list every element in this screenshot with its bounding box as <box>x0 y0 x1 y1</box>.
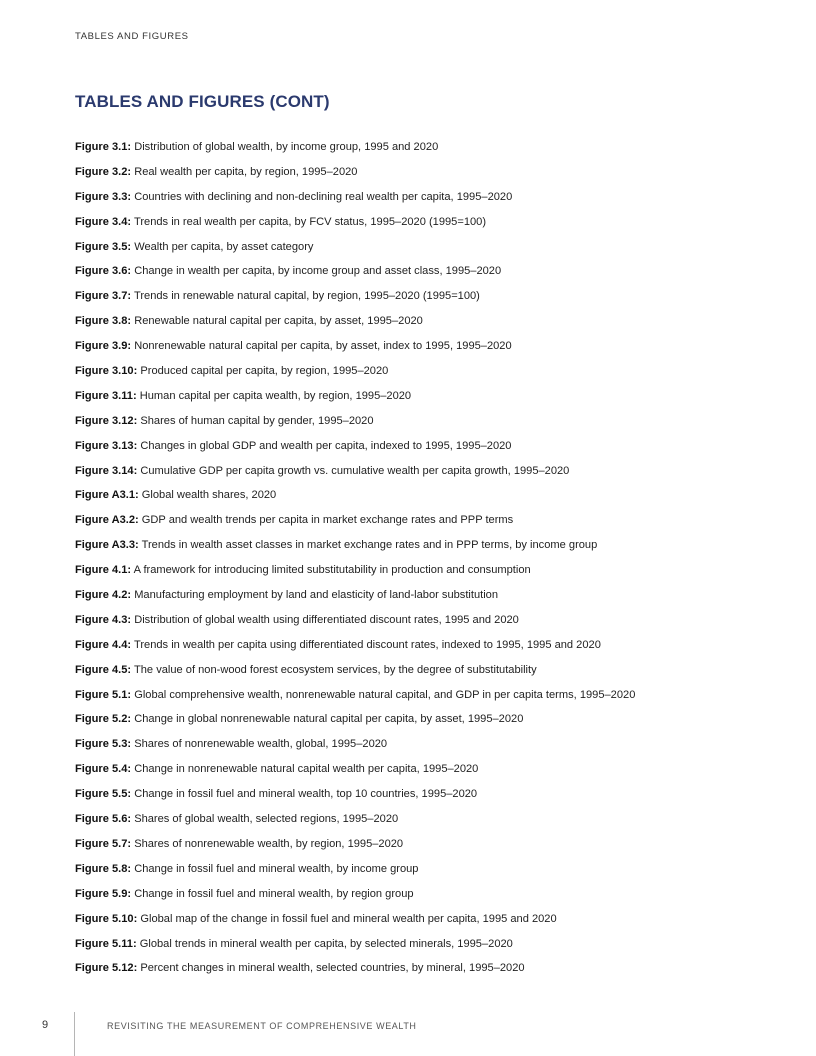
figure-list-item <box>75 911 775 936</box>
figure-caption: Changes in global GDP and wealth per capita, indexed to 1995, 1995–2020 <box>137 439 512 452</box>
figure-label: Figure 5.11: <box>75 937 137 950</box>
figure-caption: Nonrenewable natural capital per capita, by asset, index to 1995, 1995–2020 <box>131 340 512 353</box>
figure-list-item <box>75 487 775 512</box>
figure-label: Figure 4.3: <box>75 613 132 626</box>
figure-caption: Change in wealth per capita, by income group and asset class, 1995–2020 <box>131 265 502 278</box>
figure-caption: Distribution of global wealth, by income group, 1995 and 2020 <box>131 141 439 153</box>
figure-label: Figure 5.12: <box>75 962 138 975</box>
figure-list-item <box>75 861 775 886</box>
figure-label: Figure A3.1: <box>75 489 139 502</box>
figure-list-item <box>75 388 775 413</box>
figure-caption: Shares of nonrenewable wealth, by region, 1995–2020 <box>131 837 404 850</box>
figure-caption: Countries with declining and non-declining real wealth per capita, 1995–2020 <box>131 190 513 203</box>
figure-label: Figure 3.3: <box>75 190 132 203</box>
figure-caption: Global comprehensive wealth, nonrenewable natural capital, and GDP in per capita terms, 1995–2020 <box>131 688 636 701</box>
figure-label: Figure 3.9: <box>75 340 132 353</box>
figure-label: Figure 4.1: <box>75 564 132 577</box>
figure-caption: Shares of human capital by gender, 1995–2020 <box>137 414 374 427</box>
figure-caption: Global wealth shares, 2020 <box>138 489 277 502</box>
figure-list-item <box>75 761 775 786</box>
figure-list-item <box>75 562 775 587</box>
footer-publication-title: REVISITING THE MEASUREMENT OF COMPREHENSIVE WEALTH <box>107 1021 417 1031</box>
figure-label: Figure 5.7: <box>75 837 132 850</box>
figure-list-item <box>75 413 775 438</box>
figure-list-item <box>75 537 775 562</box>
figure-caption: Shares of global wealth, selected regions, 1995–2020 <box>131 813 399 826</box>
figure-list-item <box>75 836 775 861</box>
figure-list-item <box>75 637 775 662</box>
figure-label: Figure 3.2: <box>75 165 132 178</box>
figure-list-item <box>75 711 775 736</box>
figure-list-item <box>75 662 775 687</box>
figure-label: Figure 3.8: <box>75 315 132 328</box>
figure-list-item <box>75 263 775 288</box>
figure-label: Figure 5.9: <box>75 887 132 900</box>
figure-label: Figure 3.13: <box>75 439 138 452</box>
page-number: 9 <box>42 1019 49 1031</box>
figure-label: Figure 3.12: <box>75 414 138 427</box>
figure-label: Figure 3.1: <box>75 141 132 153</box>
figure-caption: Change in nonrenewable natural capital wealth per capita, 1995–2020 <box>131 763 479 776</box>
figure-list-item <box>75 338 775 363</box>
figure-caption: Produced capital per capita, by region, 1995–2020 <box>137 365 389 378</box>
figure-list-item <box>75 936 775 961</box>
figure-list-item <box>75 438 775 463</box>
figure-list-item <box>75 736 775 761</box>
footer-divider <box>74 1012 75 1056</box>
figure-list-item <box>75 612 775 637</box>
figure-label: Figure 5.10: <box>75 912 138 925</box>
figure-list-item <box>75 463 775 488</box>
figure-list-item <box>75 288 775 313</box>
figure-caption: Trends in wealth asset classes in market exchange rates and in PPP terms, by income group <box>138 539 598 552</box>
figure-caption: Real wealth per capita, by region, 1995–2020 <box>131 165 358 178</box>
figure-label: Figure 3.7: <box>75 290 132 303</box>
figure-label: Figure 3.11: <box>75 389 137 402</box>
figure-label: Figure 4.2: <box>75 589 132 602</box>
figure-caption: Change in fossil fuel and mineral wealth, by income group <box>131 862 419 875</box>
figure-label: Figure 5.8: <box>75 862 132 875</box>
figure-caption: Trends in renewable natural capital, by region, 1995–2020 (1995=100) <box>131 290 480 303</box>
figure-caption: Global trends in mineral wealth per capita, by selected minerals, 1995–2020 <box>136 937 513 950</box>
figure-label: Figure 3.10: <box>75 365 138 378</box>
figure-label: Figure 5.2: <box>75 713 132 726</box>
figure-label: Figure A3.2: <box>75 514 139 527</box>
figure-list-item <box>75 587 775 612</box>
figure-caption: Trends in wealth per capita using differentiated discount rates, indexed to 1995, 1995 and 2020 <box>131 638 601 651</box>
figure-list-item <box>75 164 775 189</box>
figure-list-item <box>75 786 775 811</box>
figure-caption: Cumulative GDP per capita growth vs. cumulative wealth per capita growth, 1995–2020 <box>137 464 570 477</box>
figure-caption: Renewable natural capital per capita, by asset, 1995–2020 <box>131 315 423 328</box>
figure-label: Figure 3.14: <box>75 464 138 477</box>
figure-label: Figure 3.6: <box>75 265 132 278</box>
figure-caption: Human capital per capita wealth, by region, 1995–2020 <box>136 389 412 402</box>
figure-label: Figure 5.5: <box>75 788 132 801</box>
figure-label: Figure 3.4: <box>75 215 132 228</box>
figure-label: Figure 5.1: <box>75 688 132 701</box>
figure-caption: Manufacturing employment by land and elasticity of land-labor substitution <box>131 589 499 602</box>
figure-list-item <box>75 363 775 388</box>
figure-list-item <box>75 687 775 712</box>
figure-caption: Global map of the change in fossil fuel and mineral wealth per capita, 1995 and 2020 <box>137 912 557 925</box>
figure-caption: Change in fossil fuel and mineral wealth, top 10 countries, 1995–2020 <box>131 788 478 801</box>
figure-list-item <box>75 811 775 836</box>
figure-label: Figure 4.5: <box>75 663 132 676</box>
page-title: TABLES AND FIGURES (CONT) <box>75 92 330 111</box>
figure-caption: Wealth per capita, by asset category <box>131 240 314 253</box>
figure-caption: Change in global nonrenewable natural capital per capita, by asset, 1995–2020 <box>131 713 524 726</box>
figure-list <box>75 139 775 985</box>
figure-list-item <box>75 214 775 239</box>
figure-label: Figure 5.4: <box>75 763 132 776</box>
figure-label: Figure 5.6: <box>75 813 132 826</box>
figure-label: Figure 5.3: <box>75 738 132 751</box>
figure-caption: A framework for introducing limited substitutability in production and consumption <box>131 564 531 577</box>
figure-label: Figure A3.3: <box>75 539 139 552</box>
figure-list-item <box>75 886 775 911</box>
figure-caption: GDP and wealth trends per capita in market exchange rates and PPP terms <box>138 514 514 527</box>
figure-caption: Shares of nonrenewable wealth, global, 1995–2020 <box>131 738 388 751</box>
figure-label: Figure 4.4: <box>75 638 132 651</box>
figure-caption: Trends in real wealth per capita, by FCV status, 1995–2020 (1995=100) <box>131 215 487 228</box>
running-header: TABLES AND FIGURES <box>75 31 189 42</box>
figure-list-item <box>75 239 775 264</box>
figure-caption: Distribution of global wealth using differentiated discount rates, 1995 and 2020 <box>131 613 519 626</box>
figure-caption: Change in fossil fuel and mineral wealth, by region group <box>131 887 414 900</box>
figure-list-item <box>75 313 775 338</box>
figure-list-item <box>75 960 775 985</box>
figure-list-item <box>75 512 775 537</box>
figure-list-item <box>75 189 775 214</box>
figure-caption: Percent changes in mineral wealth, selected countries, by mineral, 1995–2020 <box>137 962 525 975</box>
figure-label: Figure 3.5: <box>75 240 132 253</box>
figure-list-item <box>75 139 775 164</box>
figure-caption: The value of non-wood forest ecosystem services, by the degree of substitutability <box>131 663 537 676</box>
